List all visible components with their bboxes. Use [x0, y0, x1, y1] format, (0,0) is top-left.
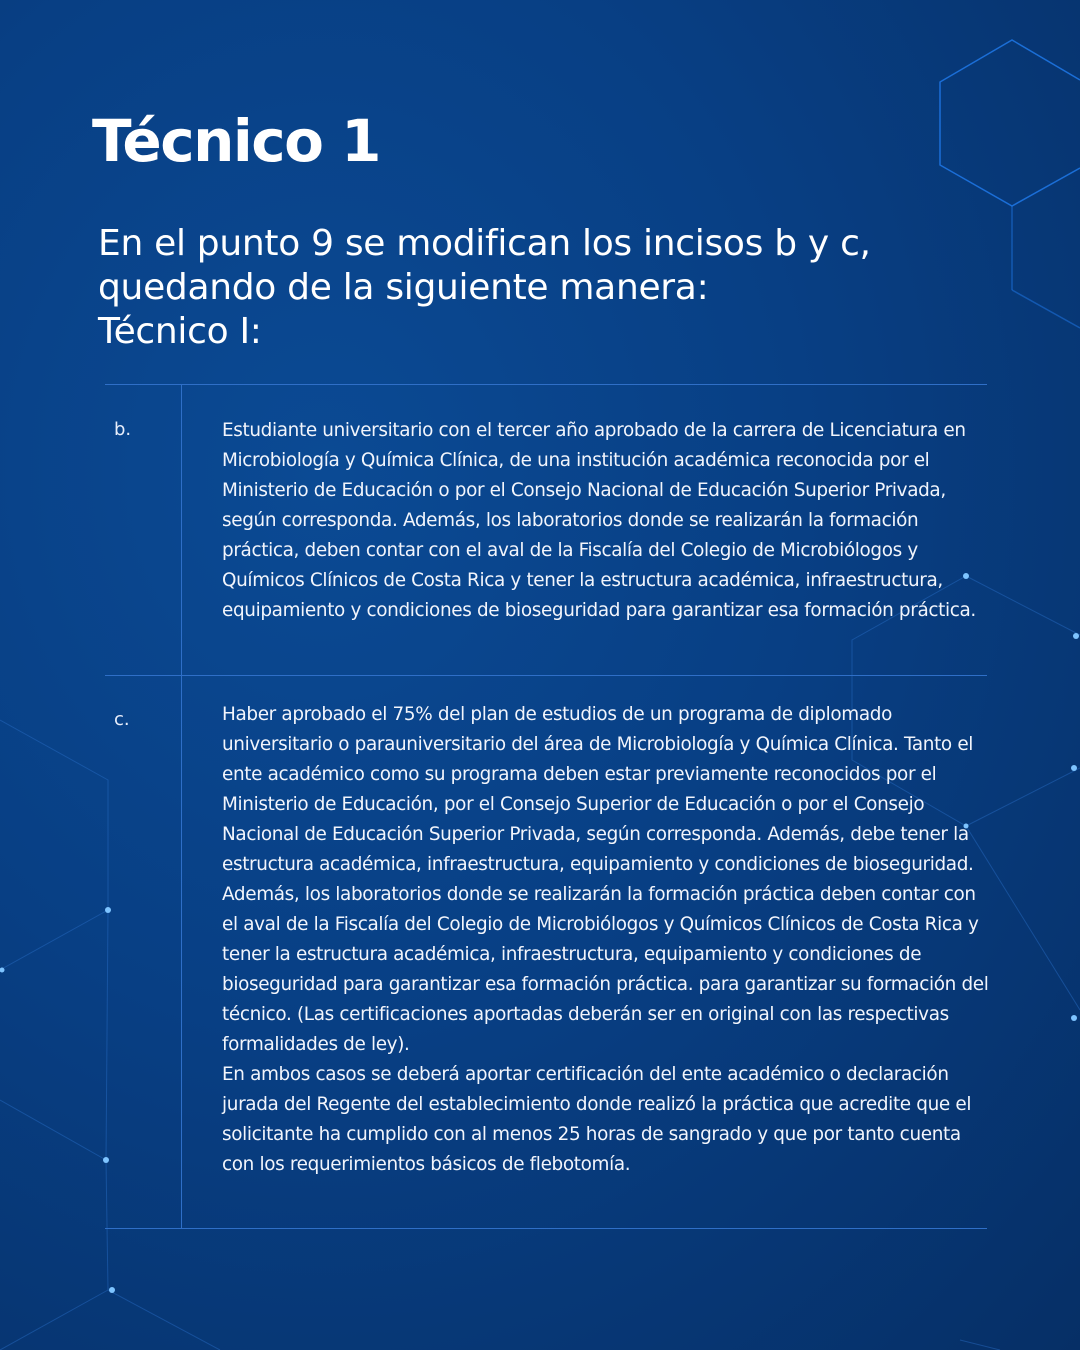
- network-node: [1073, 633, 1079, 639]
- network-line: [0, 1290, 108, 1350]
- item-paragraph: En ambos casos se deberá aportar certificación del ente académico o declaración jurada del Regente del establecimiento donde realizó la práctica que acredite que el solicitante ha cumplido con al menos 25 horas de sangrado y que por tanto cuenta con los requerimientos básicos de flebotomía.: [222, 1064, 972, 1175]
- item-paragraph: Haber aprobado el 75% del plan de estudios de un programa de diplomado universitario o parauniversitario del área de Microbiología y Química Clínica. Tanto el ente académico como su programa deben estar previamente reconocidos por el Ministerio de Educación, por el Consejo Superior de Educación o por el Consejo Nacional de Educación Superior Privada, según corresponda. Además, debe tener la estructura académica, infraestructura, equipamiento y condiciones de bioseguridad. Además, los laboratorios donde se realizarán la formación práctica deben contar con el aval de la Fiscalía del Colegio de Microbiólogos y Químicos Clínicos de Costa Rica y tener la estructura académica, infraestructura, equipamiento y condiciones de bioseguridad para garantizar esa formación práctica. para garantizar su formación del técnico. (Las certificaciones aportadas deberán ser en original con las respectivas formalidades de ley).: [222, 704, 989, 1055]
- intro-heading: [98, 222, 998, 354]
- hexagon-outline-top-right: [940, 40, 1080, 206]
- network-node: [109, 1287, 115, 1293]
- page-title: Técnico 1: [92, 107, 381, 175]
- network-line: [960, 1340, 1000, 1350]
- item-text: [222, 385, 992, 626]
- column-divider: [181, 676, 182, 1228]
- item-paragraph: Estudiante universitario con el tercer año aprobado de la carrera de Licenciatura en Microbiología y Química Clínica, de una institución académica reconocida por el Ministerio de Educación o por el Consejo Nacional de Educación Superior Privada, según corresponda. Además, los laboratorios donde se realizarán la formación práctica, deben contar con el aval de la Fiscalía del Colegio de Microbiólogos y Químicos Clínicos de Costa Rica y tener la estructura académica, infraestructura, equipamiento y condiciones de bioseguridad para garantizar esa formación práctica.: [222, 420, 976, 621]
- network-line: [108, 1290, 220, 1350]
- intro-line: Técnico I:: [98, 311, 262, 352]
- item-letter: c.: [114, 709, 130, 730]
- table-row-c: [105, 676, 987, 1228]
- table-row-b: [105, 385, 987, 675]
- intro-line: quedando de la siguiente manera:: [98, 267, 709, 308]
- network-node: [1071, 1015, 1077, 1021]
- network-node: [1071, 765, 1077, 771]
- network-line: [1012, 290, 1080, 328]
- item-letter: b.: [114, 419, 132, 440]
- intro-line: En el punto 9 se modifican los incisos b y c,: [98, 223, 871, 264]
- hexagon-outline-left: [0, 720, 108, 970]
- network-line: [0, 1100, 106, 1160]
- requirements-table: [105, 384, 987, 1229]
- column-divider: [181, 385, 182, 675]
- item-text: [222, 676, 992, 1180]
- table-divider: [105, 1228, 987, 1229]
